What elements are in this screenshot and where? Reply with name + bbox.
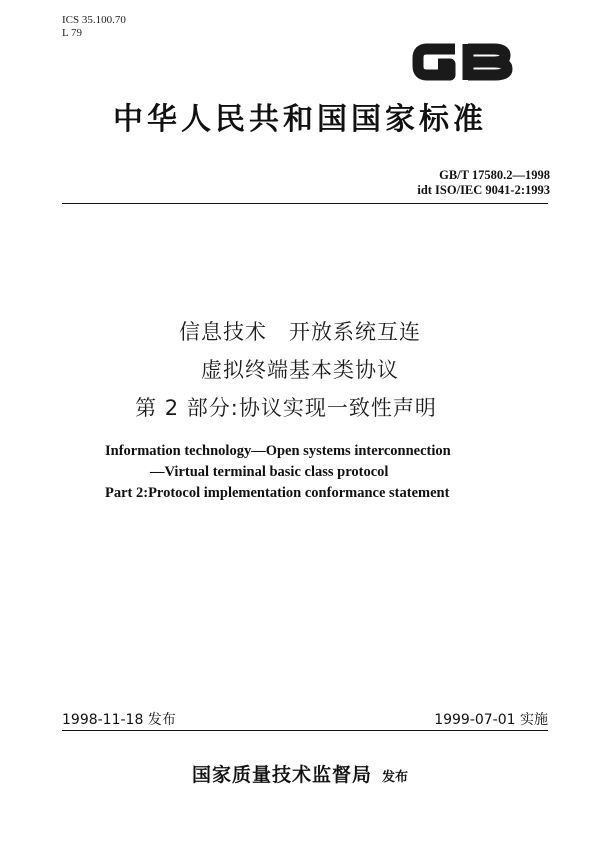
implementation-date: 1999-07-01 实施	[434, 712, 548, 728]
title-en-line-3: Part 2:Protocol implementation conformance statement	[105, 485, 450, 501]
issue-label: 发布	[382, 770, 409, 785]
title-cn-line-2: 虚拟终端基本类协议	[201, 358, 399, 382]
ics-code: ICS 35.100.70	[62, 14, 126, 26]
issuing-authority: 国家质量技术监督局	[191, 764, 372, 786]
gb-logo-text: GB	[461, 68, 463, 69]
issuer-line	[0, 760, 600, 787]
title-cn-line-1: 信息技术 开放系统互连	[179, 320, 421, 344]
gb-logo	[410, 38, 514, 86]
title-en-line-2: —Virtual terminal basic class protocol	[150, 464, 389, 480]
issue-date: 1998-11-18 发布	[62, 712, 176, 728]
national-standard-title: 中华人民共和国国家标准	[113, 102, 487, 137]
standard-identical-reference: idt ISO/IEC 9041-2:1993	[417, 183, 550, 197]
standard-number: GB/T 17580.2—1998	[439, 168, 550, 182]
title-en-line-1: Information technology—Open systems interconnection	[105, 443, 451, 459]
bottom-divider	[62, 730, 548, 731]
top-divider	[62, 203, 548, 204]
title-cn-line-3: 第 2 部分:协议实现一致性声明	[135, 396, 437, 420]
ccs-code: L 79	[62, 27, 83, 39]
